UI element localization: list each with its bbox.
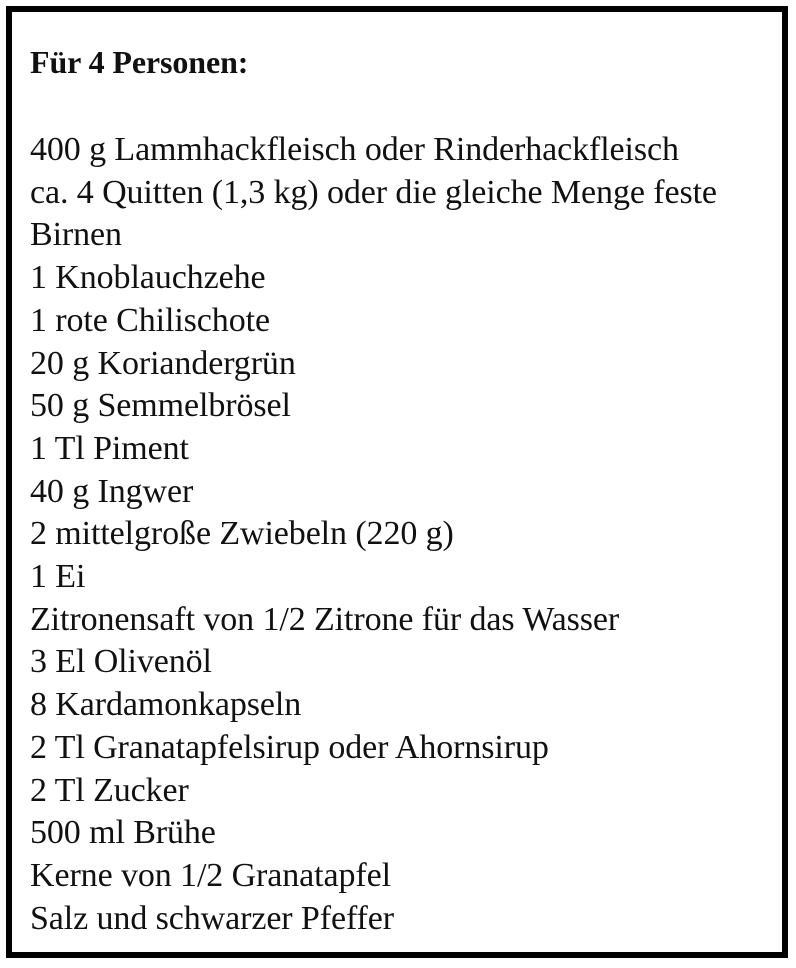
ingredient-item: 50 g Semmelbrösel: [30, 387, 291, 425]
ingredient-item: Salz und schwarzer Pfeffer: [30, 899, 394, 937]
ingredient-item: 8 Kardamonkapseln: [30, 686, 302, 724]
ingredient-item: 1 Knoblauchzehe: [30, 259, 266, 297]
ingredient-item: 40 g Ingwer: [30, 472, 194, 510]
ingredient-item: 1 Ei: [30, 558, 86, 596]
ingredient-item: 1 rote Chilischote: [30, 301, 270, 339]
ingredient-item: 500 ml Brühe: [30, 814, 216, 852]
ingredients-box: [6, 6, 788, 958]
ingredient-item: 2 Tl Zucker: [30, 771, 189, 809]
servings-heading: Für 4 Personen:: [30, 44, 249, 80]
ingredient-list: [30, 129, 782, 940]
ingredient-item: 400 g Lammhackfleisch oder Rinderhackfleisch: [30, 131, 679, 168]
ingredients-content: [30, 40, 782, 940]
ingredient-item: 3 El Olivenöl: [30, 643, 212, 681]
ingredient-item: Zitronensaft von 1/2 Zitrone für das Wasser: [30, 600, 620, 638]
ingredient-item: 1 Tl Piment: [30, 429, 189, 467]
ingredient-item: 20 g Koriandergrün: [30, 344, 296, 382]
ingredient-item: Kerne von 1/2 Granatapfel: [30, 856, 391, 894]
ingredient-item: 2 mittelgroße Zwiebeln (220 g): [30, 515, 454, 553]
ingredient-item: 2 Tl Granatapfelsirup oder Ahornsirup: [30, 728, 549, 766]
ingredient-item: ca. 4 Quitten (1,3 kg) oder die gleiche Menge feste Birnen: [30, 173, 717, 254]
